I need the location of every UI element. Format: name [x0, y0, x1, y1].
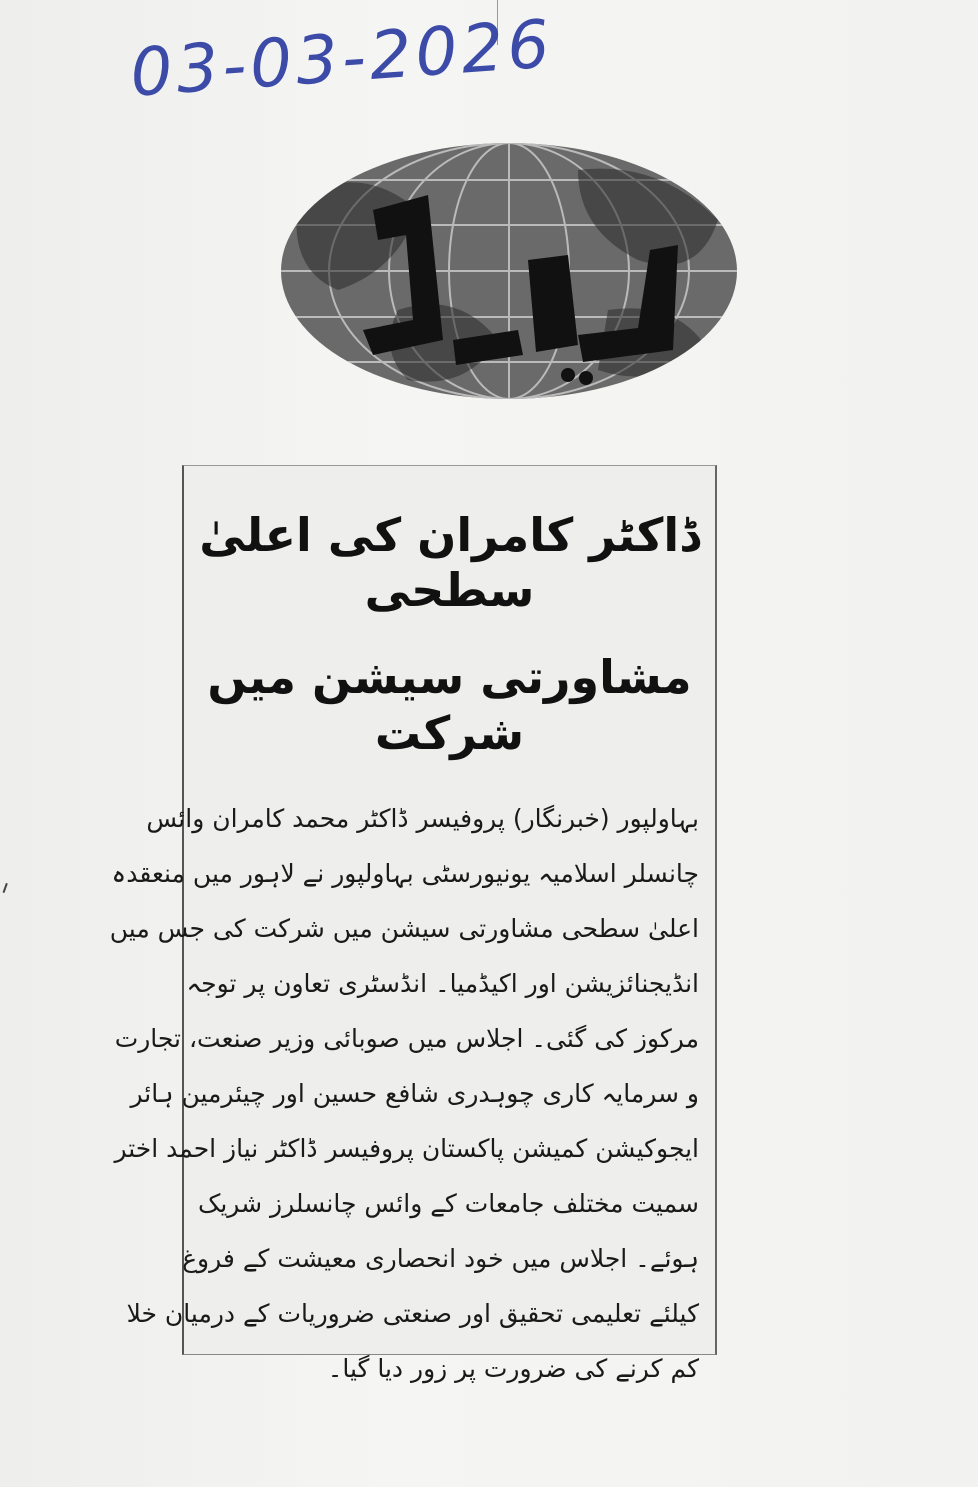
newspaper-logo	[278, 140, 740, 402]
body-line: ایجوکیشن کمیشن پاکستان پروفیسر ڈاکٹر نیاز احمد اختر	[114, 1133, 699, 1163]
handwritten-date: 03-03-2026	[127, 5, 556, 112]
pen-mark	[3, 883, 14, 895]
body-line: کیلئے تعلیمی تحقیق اور صنعتی ضروریات کے درمیان خلا	[126, 1298, 699, 1328]
news-article	[109, 465, 717, 1383]
body-line: ہوئے۔ اجلاس میں خود انحصاری معیشت کے فروغ	[182, 1243, 699, 1273]
body-line: سمیت مختلف جامعات کے وائس چانسلرز شریک	[197, 1188, 699, 1218]
body-line: اعلیٰ سطحی مشاورتی سیشن میں شرکت کی جس میں	[109, 913, 699, 943]
headline-line-2: مشاورتی سیشن میں شرکت	[207, 650, 692, 760]
article-body	[109, 791, 715, 1396]
body-line: انڈیجنائزیشن اور اکیڈمیا۔ انڈسٹری تعاون پر توجہ	[186, 968, 699, 998]
headline-line-1: ڈاکٹر کامران کی اعلیٰ سطحی	[199, 508, 700, 618]
body-line: کم کرنے کی ضرورت پر زور دیا گیا۔	[327, 1353, 699, 1383]
body-line: بہاولپور (خبرنگار) پروفیسر ڈاکٹر محمد کامران وائس	[146, 803, 699, 833]
body-line: چانسلر اسلامیہ یونیورسٹی بہاولپور نے لاہور میں منعقدہ	[111, 858, 699, 888]
body-line: و سرمایہ کاری چوہدری شافع حسین اور چیئرمین ہائر	[130, 1078, 699, 1108]
body-line: مرکوز کی گئی۔ اجلاس میں صوبائی وزیر صنعت، تجارت	[114, 1023, 699, 1053]
logo-text: دنیا	[508, 280, 510, 281]
